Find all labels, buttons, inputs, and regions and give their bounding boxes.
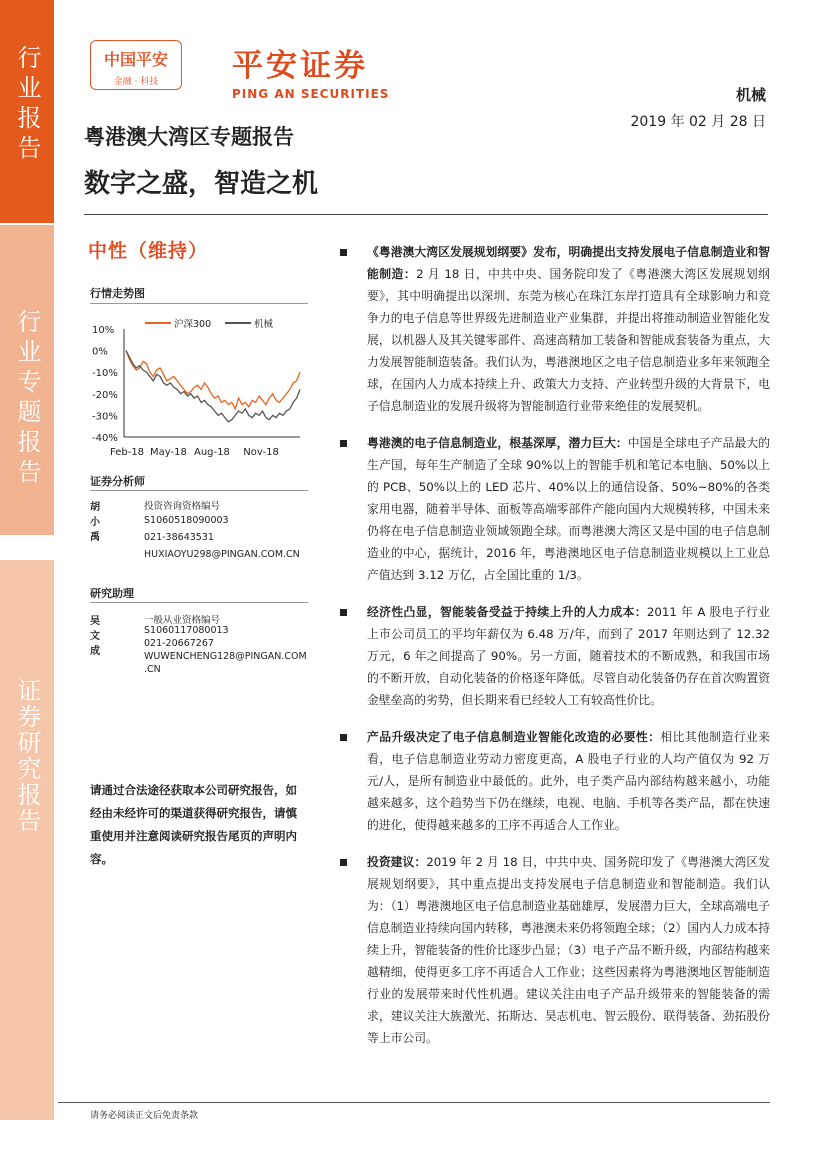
y-tick-label: -30% <box>92 411 118 423</box>
assistant-line: S1060117080013 <box>144 625 229 636</box>
paragraph-text: 2019 年 2 月 18 日，中共中央、国务院印发了《粤港澳大湾区发展规划纲要》，其中重点提出支持发展电子信息制造业和智能制造。我们认为：（1）粤港澳地区电子信息制造业基础雄厚，发展潜力巨大，全球高端电子信息制造业持续向国内转移，粤港澳未来仍将领跑全球；（2）国内人力成本持续上升，智能装备的性价比逐步凸显；（3）电子产品不断升级，内部结构越来越精细，使得更多工序不再适合人工作业；这些因素将为粤港澳地区智能制造行业的发展带来时代性机遇。建议关注由电子产品升级带来的智能装备的需求，建议关注大族激光、拓斯达、昊志机电、智云股份、联得装备、劲拓股份等上市公司。 <box>367 855 770 1045</box>
brand-name-en: PING AN SECURITIES <box>232 87 390 101</box>
analyst-section-label: 证券分析师 <box>90 475 145 488</box>
y-tick-label: -40% <box>92 433 118 444</box>
assistant-section-label: 研究助理 <box>90 587 134 600</box>
square-bullet-icon <box>340 249 347 256</box>
assistant-line: 一般从业资格编号 <box>144 615 221 626</box>
chart-svg <box>90 315 308 460</box>
brand-name-cn: 平安证券 <box>232 48 368 84</box>
x-tick-label: Feb-18 <box>110 447 145 458</box>
chart-section-label: 行情走势图 <box>90 287 145 300</box>
section-divider <box>90 602 308 603</box>
paragraph-heading: 投资建议： <box>367 855 427 869</box>
industry-label: 机械 <box>735 86 766 104</box>
paragraph-heading: 经济性凸显，智能装备受益于持续上升的人力成本： <box>367 605 647 619</box>
assistant-email: WUWENCHENG128@PINGAN.COM <box>144 651 307 662</box>
assistant-line: 021-20667267 <box>144 638 214 649</box>
paragraph-heading: 产品升级决定了电子信息制造业智能化改造的必要性： <box>367 730 661 744</box>
ping-an-logo <box>90 40 182 90</box>
sidebar-tab-label: 行业报告 <box>13 45 41 165</box>
paragraph-text: 2 月 18 日，中共中央、国务院印发了《粤港澳大湾区发展规划纲要》，其中明确提出以深圳、东莞为核心在珠江东岸打造具有全球影响力和竞争力的电子信息等世界级先进制造业产业集群，并提出将推动制造业智能化发展，以机器人及其关键零部件、高速高精加工装备和智能成套装备为重点，大力发展智能制造装备。我们认为，粤港澳地区之电子信息制造业多年来领跑全球，在国内人力成本持续上升、政策大力支持、产业转型升级的大背景下，电子信息制造业的发展升级将为智能制造行业带来绝佳的发展契机。 <box>367 267 770 413</box>
square-bullet-icon <box>340 609 347 616</box>
square-bullet-icon <box>340 859 347 866</box>
series-line-machinery <box>126 351 300 422</box>
legend-label: 沪深300 <box>174 319 212 330</box>
analyst-line: 投资咨询资格编号 <box>144 501 221 512</box>
paragraph-text: 2011 年 A 股电子行业上市公司员工的平均年薪仅为 6.48 万/年，而到了 2017 年则达到了 12.32 万元，6 年之间提高了 90%。另一方面，随着技术的不断成熟，和我国市场的不断开放，自动化装备的价格逐年降低。尽管自动化装备仍存在首次购置资金壁垒高的劣势，但长期来看已经较人工有较高性价比。 <box>367 605 770 707</box>
section-divider <box>90 303 308 304</box>
analyst-email: HUXIAOYU298@PINGAN.COM.CN <box>144 549 300 560</box>
paragraph-heading: 《粤港澳大湾区发展规划纲要》发布，明确提出支持发展电子信息制造业和智能制造： <box>367 245 770 281</box>
x-tick-label: Nov-18 <box>243 447 279 458</box>
summary-paragraph <box>340 432 770 586</box>
logo-text: 中国平安 <box>103 50 168 69</box>
paragraph-heading: 粤港澳的电子信息制造业，根基深厚，潜力巨大： <box>367 436 628 450</box>
sidebar-tab-label: 证券研究报告 <box>13 678 41 834</box>
footer-divider <box>58 1102 770 1103</box>
paragraph-text: 中国是全球电子产品最大的生产国，每年生产制造了全球 90%以上的智能手机和笔记本电脑、50%以上的 PCB、50%以上的 LED 芯片、40%以上的通信设备、50%~80%的各类家用电器，随着半导体、面板等高端零部件产能向国内大规模转移，中国未来仍将在电子信息制造业领域领跑全球。而粤港澳大湾区又是中国的电子信息制造业的中心，据统计，2016 年，粤港澳地区电子信息制造业规模以上工业总产值达到 3.12 万亿，占全国比重的 1/3。 <box>367 436 770 582</box>
footer-disclaimer-link: 请务必阅读正文后免责条款 <box>90 1111 199 1121</box>
square-bullet-icon <box>340 734 347 741</box>
paragraph-text: 相比其他制造行业来看，电子信息制造业劳动力密度更高，A 股电子行业的人均产值仅为 92 万元/人，是所有制造业中最低的。此外，电子类产品内部结构越来越小，功能越来越多，这个趋势当下仍在继续，电视、电脑、手机等各类产品，都在快速的进化，使得越来越多的工序不再适合人工作业。 <box>367 730 770 832</box>
y-tick-label: -20% <box>92 389 118 401</box>
x-tick-label: May-18 <box>150 447 187 458</box>
summary-paragraph <box>340 851 770 1049</box>
price-trend-chart <box>90 315 308 460</box>
report-title: 粤港澳大湾区专题报告 <box>84 125 294 149</box>
analyst-line: S1060518090003 <box>144 515 229 526</box>
summary-paragraph <box>340 241 770 417</box>
report-date: 2019 年 02 月 28 日 <box>630 114 766 130</box>
y-tick-label: -10% <box>92 368 118 380</box>
square-bullet-icon <box>340 440 347 447</box>
disclaimer-warning: 请通过合法途径获取本公司研究报告，如经由未经许可的渠道获得研究报告，请慎重使用并注意阅读研究报告尾页的声明内容。 <box>90 783 297 866</box>
assistant-name: 吴文成 <box>90 616 100 657</box>
rating: 中性（维持） <box>88 240 209 262</box>
y-tick-label: 0% <box>92 346 108 358</box>
x-tick-label: Aug-18 <box>194 447 230 458</box>
sidebar-tab-label: 行业专题报告 <box>13 309 41 489</box>
analyst-line: 021-38643531 <box>144 532 214 543</box>
logo-subtext: 金融 · 科技 <box>113 77 159 87</box>
main-content <box>340 241 770 1064</box>
legend-label: 机械 <box>254 319 274 330</box>
analyst-name: 胡小禹 <box>90 502 100 543</box>
y-tick-label: 10% <box>92 325 115 336</box>
assistant-email-cont: .CN <box>144 664 161 675</box>
brand-logo <box>232 40 389 101</box>
sidebar-tab-securities-research <box>0 560 54 1120</box>
sidebar-tab-industry-report <box>0 0 54 223</box>
section-divider <box>90 490 308 491</box>
report-subtitle: 数字之盛，智造之机 <box>84 169 319 199</box>
summary-paragraph <box>340 726 770 836</box>
summary-paragraph <box>340 601 770 711</box>
header-divider <box>84 214 768 215</box>
sidebar-tab-special-report <box>0 225 54 535</box>
